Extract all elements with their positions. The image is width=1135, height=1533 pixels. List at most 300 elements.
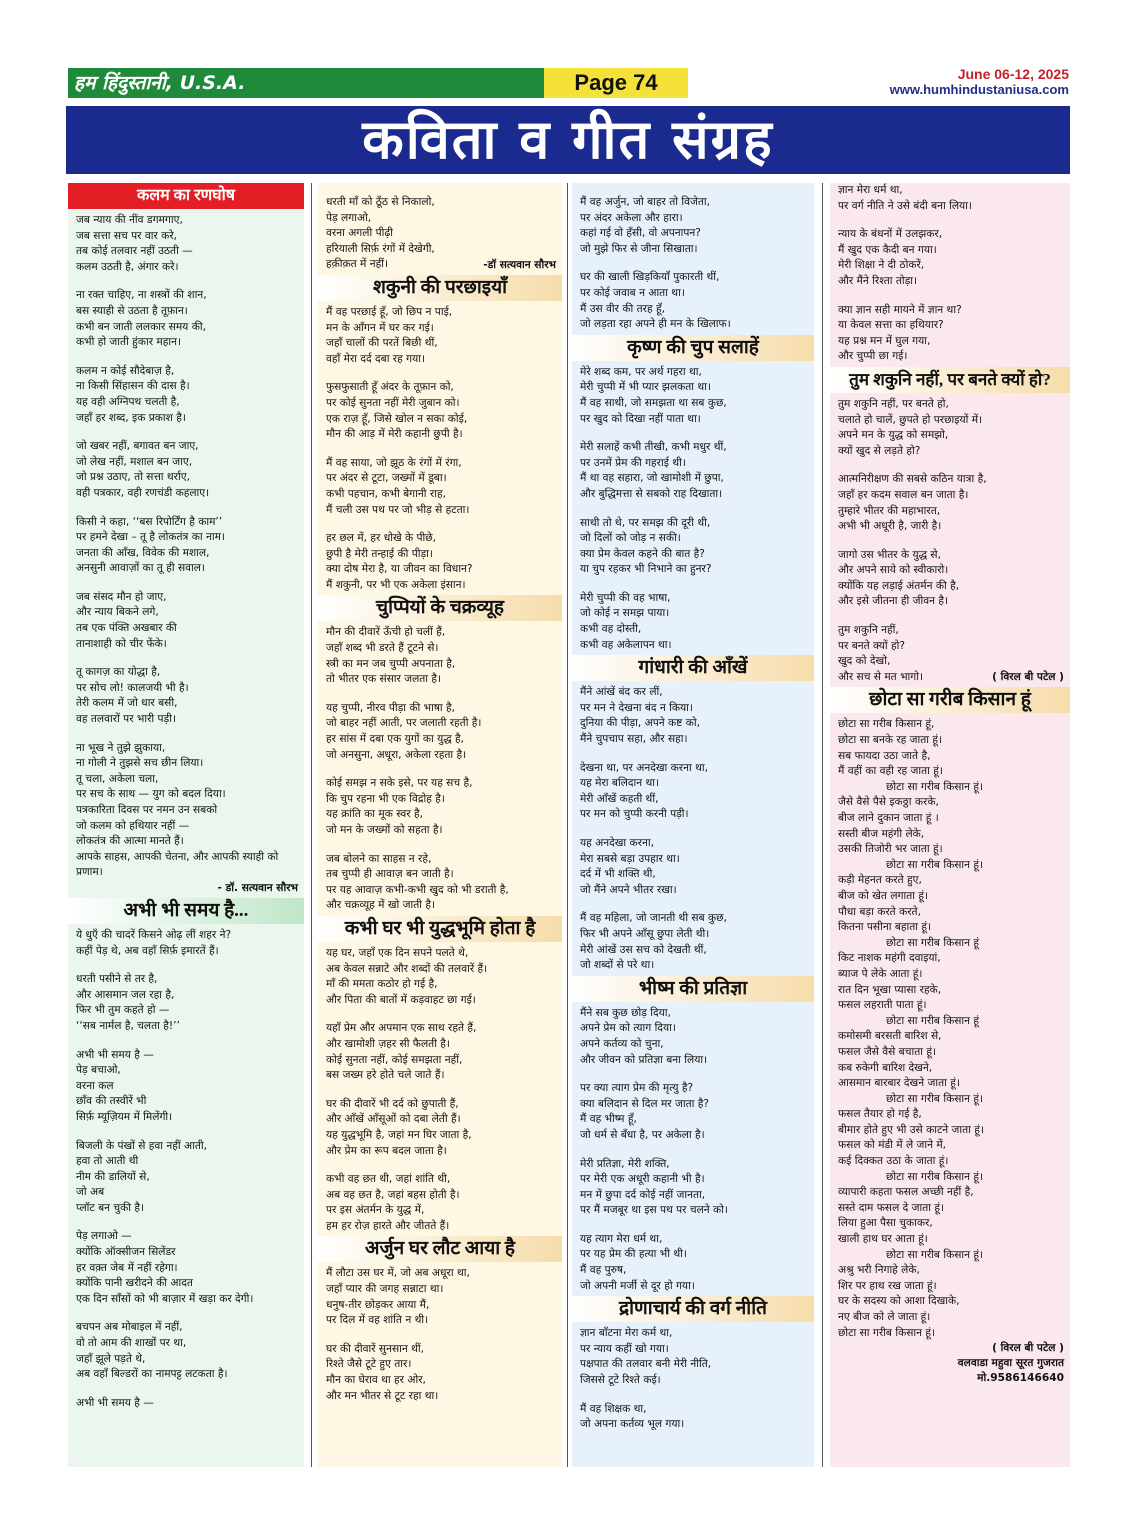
stanza — [326, 852, 554, 914]
stanza — [326, 625, 554, 687]
poem-line: माँ की ममता कठोर हो गई है, — [326, 978, 438, 991]
poem-body — [572, 1006, 814, 1295]
column-divider — [567, 183, 568, 1467]
poem-line: किट नाशक महंगी दवाइयां, — [838, 952, 941, 965]
poem-line: सब फायदा उठा जाते है, — [838, 749, 931, 762]
poem-line: या केवल सत्ता का हथियार? — [838, 319, 944, 332]
poem-line: मौन की आड़ में मेरी कहानी छुपी है। — [326, 428, 463, 441]
poem-line: जहाँ हर शब्द, इक प्रकाश है। — [76, 411, 186, 424]
poem-line: फिर भी तुम कहते हो — — [76, 1004, 170, 1017]
poem-line: पर मेरी एक अधूरी कहानी भी है। — [580, 1173, 705, 1186]
poem-line: फसल को मंडी में ले जाने में, — [838, 1139, 947, 1152]
poem-line: नीम की डालियों से, — [76, 1170, 150, 1183]
author-phone: मो.9586146640 — [977, 1372, 1064, 1385]
poem-body — [318, 305, 562, 594]
poem-line: जो मन के जख्मों को सहता है। — [326, 824, 443, 836]
poem-line: जैसे वैसे पैसे इकठ्ठा करके, — [838, 796, 939, 809]
poem-line: किसी ने कहा, ‘‘बस रिपोर्टिंग है काम’’ — [76, 515, 223, 528]
poem-title: कभी घर भी युद्धभूमि होता है — [318, 916, 562, 942]
poem-title: चुप्पियों के चक्रव्यूह — [318, 595, 562, 621]
poem-line: जो कलम को हथियार नहीं — — [76, 819, 190, 832]
stanza — [76, 213, 296, 275]
poem-line: पर कोई सुनता नहीं मेरी जुबान को। — [326, 396, 460, 409]
publication-name: हम हिंदुस्तानी, U.S.A. — [74, 72, 246, 94]
poem-line: कलम न कोई सौदेबाज़ है, — [76, 364, 175, 377]
poem-line: मैंने चुपचाप सहा, और सहा। — [580, 733, 688, 746]
stanza — [838, 1107, 1062, 1169]
stanza — [838, 795, 1062, 857]
poem-body — [318, 946, 562, 1235]
poem-line: देखना था, पर अनदेखा करना था, — [580, 761, 708, 774]
stanza — [326, 1021, 554, 1083]
poem-line: जहाँ झूले पड़ते थे, — [76, 1352, 146, 1365]
poem-line: ब्याज पे लेके आता हूं। — [838, 967, 923, 980]
stanza — [838, 873, 1062, 935]
poem-line: बिजली के पंखों से हवा नहीं आती, — [76, 1139, 207, 1152]
poem-line: उसकी तिजोरी भर जाता हूं। — [838, 843, 943, 856]
stanza — [76, 665, 296, 727]
poem-line: मेरी आंखें उस सच को देखती थीं, — [580, 943, 707, 956]
poem-line: आसमान बारबार देखने जाता हूं। — [838, 1077, 960, 1090]
poem-line: जो मुझे फिर से जीना सिखाता। — [580, 242, 698, 255]
stanza — [580, 1157, 806, 1219]
poem-line: मैं वहीं का वही रह जाता हूं। — [838, 765, 943, 778]
stanza — [580, 761, 806, 823]
poem-line: जागो उस भीतर के युद्ध से, — [838, 548, 941, 561]
poem-line: क्योंकि पानी खरीदने की आदत — [76, 1277, 193, 1290]
poem-line: अपने मन के युद्ध को समझो, — [838, 429, 949, 442]
poem-line: मन में छुपा दर्द कोई नहीं जानता, — [580, 1188, 706, 1201]
poem-line: हर वक़्त जेब में नहीं रहेगा। — [76, 1261, 178, 1274]
poem-line: मैं चली उस पथ पर जो भीड़ से हटता। — [326, 503, 470, 516]
stanza — [76, 928, 296, 959]
column-1 — [68, 183, 304, 1467]
stanza — [326, 776, 554, 838]
poem-line: कभी वह छत थी, जहां शांति थी, — [326, 1173, 451, 1186]
poem-line: और सच से मत भागो। — [838, 670, 923, 683]
poem-line: तो भीतर एक संसार जलता है। — [326, 673, 442, 686]
stanza — [838, 1263, 1062, 1341]
column-2 — [318, 183, 562, 1467]
poem-line: अभी भी अधूरी है, जारी है। — [838, 520, 942, 533]
poem-line: फसल जैसे वैसे बचाता हूं। — [838, 1045, 936, 1058]
poem-line: तानाशाही को चीर फेंके। — [76, 637, 167, 650]
website-link[interactable]: www.humhindustaniusa.com — [889, 82, 1069, 97]
stanza — [580, 270, 806, 332]
poem-body — [572, 195, 814, 333]
poem-line: और पिता की बातों में कड़वाहट छा गई। — [326, 993, 476, 1006]
refrain-line: छोटा सा गरीब किसान हूं। — [886, 1248, 984, 1261]
poem-line: कलम उठती है, अंगार करे। — [76, 260, 179, 273]
stanza — [580, 440, 806, 502]
poem-line: दुनिया की पीड़ा, अपने कष्ट को, — [580, 717, 700, 730]
poem-line: ज्ञान मेरा धर्म था, — [838, 184, 903, 196]
poem-line: नए बीज को ले जाता हूं। — [838, 1311, 931, 1323]
poem-line: ये धुएँ की चादरें किसने ओढ़ लीं शहर ने? — [76, 928, 232, 941]
poem-line: मन के आँगन में घर कर गई। — [326, 321, 434, 334]
stanza — [326, 1342, 554, 1404]
issue-date: June 06-12, 2025 — [957, 66, 1069, 82]
refrain-line: छोटा सा गरीब किसान हूं। — [886, 780, 984, 793]
stanza — [326, 380, 554, 442]
poem-line: फसल लहराती पाता हूं। — [838, 999, 927, 1012]
poem-line: मैं वह महिला, जो जानती थी सब कुछ, — [580, 912, 727, 925]
stanza — [76, 972, 296, 1034]
poem-line: यह चुप्पी, नीरव पीड़ा की भाषा है, — [326, 701, 456, 714]
poem-line: व्यापारी कहता फसल अच्छी नहीं है, — [838, 1186, 974, 1199]
poem-line: जो शब्दों से परे था। — [580, 959, 655, 972]
poem-line: छुपी है मेरी तन्हाई की पीड़ा। — [326, 547, 433, 560]
poem-line: पर मन ने देखना बंद न किया। — [580, 701, 693, 714]
poem-line: जब न्याय की नींव डगमगाए, — [76, 214, 183, 226]
poem-line: मैं वह परछाई हूँ, जो छिप न पाई, — [326, 305, 453, 318]
poem-line: छाँव की तस्वीरें भी — [76, 1095, 147, 1108]
stanza — [580, 195, 806, 257]
poem-line: पर सच के साथ — युग को बदल दिया। — [76, 788, 226, 801]
stanza — [76, 364, 296, 426]
poem-line: मैं वह साथी, जो समझता था सब कुछ, — [580, 396, 727, 409]
poem-line: और अपने साये को स्वीकारो। — [838, 564, 949, 577]
poem-line: एक राज़ हूँ, जिसे खोल न सका कोई, — [326, 412, 468, 425]
poem-line: तब कोई तलवार नहीं उठती — — [76, 245, 193, 258]
poem-title: भीष्म की प्रतिज्ञा — [572, 976, 814, 1002]
poem-line: साथी तो थे, पर समझ की दूरी थी, — [580, 516, 711, 529]
poem-line: जो अपनी मर्जी से दूर हो गया। — [580, 1279, 695, 1292]
poem-line: जो कोई न समझ पाया। — [580, 607, 670, 620]
poem-line: क्योंकि यह लड़ाई अंतर्मन की है, — [838, 579, 960, 592]
poem-line: दर्द में भी शक्ति थी, — [580, 868, 656, 881]
poem-line: सस्ते दाम फसल दे जाता हूं। — [838, 1201, 945, 1214]
poem-line: अब केवल सन्नाटे और शब्दों की तलवारें हैं। — [326, 962, 488, 975]
poem-line: जो बाहर नहीं आती, पर जलाती रहती है। — [326, 717, 482, 730]
poem-line: तुम्हारे भीतर की महाभारत, — [838, 504, 941, 517]
refrain-line: छोटा सा गरीब किसान हूं। — [886, 1092, 984, 1105]
poem-line: पर क्या त्याग प्रेम की मृत्यु है? — [580, 1082, 694, 1095]
poem-line: बस जख्म हरे होते चले जाते हैं। — [326, 1069, 445, 1082]
poem-line: जो अनसुना, अधूरा, अकेला रहता है। — [326, 748, 467, 761]
poem-line: बचपन अब मोबाइल में नहीं, — [76, 1321, 183, 1334]
poem-line: मैं लौटा उस घर में, जो अब अधूरा था, — [326, 1267, 470, 1280]
poem-line: पर अंदर से टूटा, जख्मों में डूबा। — [326, 472, 447, 485]
poem-line: मैं वह अर्जुन, जो बाहर तो विजेता, — [580, 196, 711, 208]
poem-line: पक्षपात की तलवार बनी मेरी नीति, — [580, 1358, 712, 1371]
poem-line: मेरी सलाहें कभी तीखी, कभी मधुर थीं, — [580, 441, 727, 454]
poem-line: प्लॉट बन चुकी है। — [76, 1201, 144, 1214]
stanza — [580, 685, 806, 747]
poem-body — [318, 625, 562, 914]
poem-line: और खामोशी ज़हर सी फैलती है। — [326, 1037, 450, 1050]
poem-line: यह वही अग्निपथ चलती है, — [76, 395, 180, 408]
poem-line: आपके साहस, आपकी चेतना, और आपकी स्याही को — [76, 850, 279, 863]
poem-line: पर अंदर अकेला और हारा। — [580, 211, 683, 224]
poem-line: जहाँ प्यार की जगह सन्नाटा था। — [326, 1283, 444, 1296]
poem-line: मेरी आँखें कहती थीं, — [580, 792, 659, 805]
stanza — [838, 1029, 1062, 1091]
stanza — [838, 717, 1062, 779]
poem-line: बीज लाने दुकान जाता हूं । — [838, 812, 939, 824]
poem-line: यह घर, जहाँ एक दिन सपने पलते थे, — [326, 946, 469, 959]
poem-line: और आसमान जल रहा है, — [76, 988, 175, 1001]
poem-line: कहीं पेड़ थे, अब वहाँ सिर्फ़ इमारतें हैं। — [76, 944, 219, 957]
poem-author: - डॉ. सत्यवान सौरभ — [217, 881, 298, 894]
poem-line: पर इस अंतर्मन के युद्ध में, — [326, 1204, 425, 1217]
poem-body — [318, 1266, 562, 1404]
stanza — [580, 911, 806, 973]
poem-line: मेरे शब्द कम, पर अर्थ गहरा था, — [580, 365, 702, 378]
poem-line: ना भूख ने तुझे झुकाया, — [76, 741, 166, 754]
poem-line: अश्रु भरी निगाहे लेके, — [838, 1264, 920, 1277]
poem-line: क्या ज्ञान सही मायने में ज्ञान था? — [838, 303, 962, 316]
stanza — [580, 1402, 806, 1433]
refrain-line: छोटा सा गरीब किसान हूं — [886, 1014, 980, 1027]
poem-line: जो प्रश्न उठाए, तो सत्ता थर्राए, — [76, 471, 190, 484]
poem-line: और मैंने रिश्ता तोड़ा। — [838, 274, 918, 287]
poem-body — [572, 1326, 814, 1433]
stanza — [326, 946, 554, 1008]
poem-line: जब बोलने का साहस न रहे, — [326, 852, 432, 865]
poem-body — [68, 213, 304, 881]
poem-line: पर बनते क्यों हो? — [838, 639, 905, 652]
poem-line: ना गोली ने तुझसे सच छीन लिया। — [76, 757, 204, 770]
poem-line: सिर्फ़ म्यूज़ियम में मिलेंगी। — [76, 1110, 173, 1123]
poem-line: पर सोच लो! कालजयी भी है। — [76, 681, 189, 694]
stanza — [838, 472, 1062, 534]
poem-line: तब चुप्पी ही आवाज़ बन जाती है। — [326, 868, 454, 881]
poem-line: मैंने आंखें बंद कर लीं, — [580, 686, 663, 699]
refrain-line: छोटा सा गरीब किसान हूं। — [886, 858, 984, 871]
poem-line: यह युद्धभूमि है, जहां मन घिर जाता है, — [326, 1128, 472, 1141]
poem-line: सस्ती बीज महंगी लेके, — [838, 827, 925, 840]
stanza — [326, 1266, 554, 1328]
poem-line: मैं वह भीष्म हूँ, — [580, 1113, 637, 1126]
poem-line: पर यह आवाज़ कभी-कभी खुद को भी डराती है, — [326, 883, 509, 896]
poem-line: छोटा सा गरीब किसान हूं। — [838, 1326, 936, 1339]
poem-line: कड़ी मेहनत करते हुए, — [838, 874, 922, 887]
stanza — [76, 741, 296, 881]
poem-line: मौन की दीवारें ऊँची हो चलीं हैं, — [326, 626, 446, 639]
poem-line: और आँखें आँसूओं को दबा लेती हैं। — [326, 1113, 461, 1126]
poem-line: धरती पसीने से तर है, — [76, 973, 158, 986]
poem-line: मैं वह पुरुष, — [580, 1264, 627, 1277]
stanza — [580, 1006, 806, 1068]
poem-line: खाली हाथ घर आता हूं। — [838, 1233, 928, 1246]
stanza — [326, 701, 554, 763]
poem-line: छोटा सा बनके रह जाता हूं। — [838, 734, 943, 747]
poem-line: जनता की आँख, विवेक की मशाल, — [76, 546, 210, 559]
poem-line: जो खबर नहीं, बगावत बन जाए, — [76, 440, 199, 453]
poem-line: रिश्ते जैसे टूटे हुए तार। — [326, 1358, 412, 1371]
poem-line: बीमार होते हुए भी उसे काटने जाता हूं। — [838, 1123, 984, 1136]
poem-line: वो तो आम की शाखों पर था, — [76, 1337, 187, 1350]
section-banner: कविता व गीत संग्रह — [66, 106, 1070, 174]
poem-line: पर मन को चुप्पी करनी पड़ी। — [580, 808, 689, 821]
poem-line: मेरी चुप्पी की वह भाषा, — [580, 591, 671, 604]
stanza — [326, 531, 554, 593]
poem-line: तू चला, अकेला चला, — [76, 772, 159, 785]
stanza — [76, 1139, 296, 1217]
poem-title: कलम का रणघोष — [68, 183, 304, 209]
stanza — [326, 1097, 554, 1159]
poem-line: यह क्रांति का मूक स्वर है, — [326, 808, 423, 821]
stanza — [326, 456, 554, 518]
poem-line: जो लड़ता रहा अपने ही मन के खिलाफ। — [580, 318, 731, 331]
poem-line: मैं वह शिक्षक था, — [580, 1402, 647, 1415]
poem-line: जहाँ शब्द भी डरते हैं टूटने से। — [326, 642, 439, 655]
poem-line: पर दिल में वह शांति न थी। — [326, 1314, 429, 1327]
poem-line: कई दिक्कत उठा के जाता हूं। — [838, 1155, 949, 1168]
poem-line: जिससे टूटे रिश्ते कई। — [580, 1374, 661, 1387]
poem-line: अब वहाँ बिल्डरों का नामपट्ट लटकता है। — [76, 1368, 228, 1381]
poem-line: पर वर्ग नीति ने उसे बंदी बना लिया। — [838, 199, 972, 212]
poem-body — [830, 717, 1070, 1341]
poem-line: चलाते हो चालें, छुपते हो परछाइयों में। — [838, 413, 983, 426]
poem-line: कोई सुनता नहीं, कोई समझता नहीं, — [326, 1053, 463, 1066]
poem-line: अपने प्रेम को त्याग दिया। — [580, 1022, 676, 1035]
poem-line: जो अपना कर्तव्य भूल गया। — [580, 1418, 685, 1431]
poem-line: कि चुप रहना भी एक विद्रोह है। — [326, 792, 445, 805]
poem-line: घर की खाली खिड़कियाँ पुकारती थीं, — [580, 271, 720, 284]
poem-body — [572, 685, 814, 974]
stanza — [580, 836, 806, 898]
poem-line: फिर भी अपने आँसू छुपा लेती थी। — [580, 927, 710, 940]
stanza — [580, 365, 806, 427]
poem-line: मेरा सबसे बड़ा उपहार था। — [580, 852, 680, 865]
poem-author: ( विरल बी पटेल ) — [992, 671, 1064, 684]
poem-line: मेरी शिक्षा ने दी ठोकरें, — [838, 259, 925, 272]
masthead-bar — [68, 68, 574, 98]
poem-line: न्याय के बंधनों में उलझकर, — [838, 228, 943, 241]
poem-line: वहाँ मेरा दर्द दबा रह गया। — [326, 352, 426, 365]
poem-line: पत्रकारिता दिवस पर नमन उन सबको — [76, 804, 218, 816]
poem-line: पर न्याय कहीं खो गया। — [580, 1342, 669, 1355]
poem-body — [68, 928, 304, 1411]
stanza — [838, 951, 1062, 1013]
stanza — [76, 515, 296, 577]
poem-line: और बुद्धिमत्ता से सबको राह दिखाता। — [580, 487, 723, 500]
stanza — [580, 1081, 806, 1143]
poem-line: अभी भी समय है — — [76, 1048, 154, 1061]
poem-line: तुम शकुनि नहीं, — [838, 624, 899, 637]
poem-line: हम हर रोज़ हारते और जीतते हैं। — [326, 1219, 450, 1232]
poem-line: तुम शकुनि नहीं, पर बनते हो, — [838, 397, 949, 410]
poem-line: यह त्याग मेरा धर्म था, — [580, 1232, 663, 1245]
poem-line: कब रुकेगी बारिश देखने, — [838, 1061, 933, 1074]
poem-line: कितना पसीना बहाता हूं। — [838, 921, 932, 934]
poem-line: प्रणाम। — [76, 866, 103, 879]
poem-line: पर हमने देखा – तू है लोकतंत्र का नाम। — [76, 531, 225, 544]
poem-line: और चक्रव्यूह में खो जाती है। — [326, 899, 436, 912]
poem-line: एक दिन साँसों को भी बाज़ार में खड़ा कर देगी। — [76, 1292, 254, 1305]
poem-body — [830, 397, 1070, 686]
poem-line: और प्रेम का रूप बदल जाता है। — [326, 1144, 447, 1157]
poem-line: घर के सदस्य को आशा दिखाके, — [838, 1295, 960, 1308]
poem-line: हर सांस में दबा एक युगों का युद्ध है, — [326, 733, 465, 746]
poem-line: तेरी कलम में जो धार बसी, — [76, 697, 178, 710]
refrain-line: छोटा सा गरीब किसान हूं। — [886, 1170, 984, 1183]
poem-title: अभी भी समय है... — [68, 898, 304, 924]
poem-title: अर्जुन घर लौट आया है — [318, 1236, 562, 1262]
poem-line: क्यों खुद से लड़ते हो? — [838, 444, 921, 457]
stanza — [838, 303, 1062, 365]
poem-line: तब एक पंक्ति अखबार की — [76, 622, 177, 635]
poem-line: और मन भीतर से टूट रहा था। — [326, 1389, 439, 1402]
poem-title: शकुनी की परछाइयाँ — [318, 275, 562, 301]
poem-line: कभी वह दोस्ती, — [580, 623, 642, 636]
poem-title: छोटा सा गरीब किसान हूं — [830, 687, 1070, 713]
column-3 — [572, 183, 814, 1467]
poem-line: क्या बलिदान से दिल मर जाता है? — [580, 1097, 709, 1110]
stanza — [76, 288, 296, 350]
poem-line: फसल तैयार हो गई है, — [838, 1108, 922, 1121]
poem-line: मैं शकुनी, पर भी एक अकेला इंसान। — [326, 578, 466, 591]
poem-line: कभी पहचान, कभी बेगानी राह, — [326, 487, 446, 500]
poem-line: कोई समझ न सके इसे, पर यह सच है, — [326, 777, 473, 790]
poem-line: पौधा बड़ा करते करते, — [838, 905, 921, 918]
stanza — [838, 548, 1062, 610]
poem-line: जो मैंने अपने भीतर रखा। — [580, 883, 677, 896]
poem-line: कभी बन जाती ललकार समय की, — [76, 320, 206, 333]
stanza — [580, 516, 806, 578]
poem-line: यह प्रश्न मन में घुल गया, — [838, 334, 931, 347]
poem-line: धनुष-तीर छोड़कर आया मैं, — [326, 1298, 430, 1311]
poem-line: ‘‘सब नार्मल है, चलता है!’’ — [76, 1019, 180, 1032]
poem-line: शिर पर हाथ रख जाता हूं। — [838, 1279, 937, 1292]
poem-line: यह मेरा बलिदान था। — [580, 777, 660, 790]
poem-title: कृष्ण की चुप सलाहें — [572, 335, 814, 361]
poem-line: ज्ञान बाँटना मेरा कर्म था, — [580, 1327, 673, 1340]
poem-line: पर उनमें प्रेम की गहराई थी। — [580, 456, 686, 469]
stanza — [838, 1185, 1062, 1247]
stanza — [76, 590, 296, 652]
poem-body — [830, 183, 1070, 365]
poem-title: गांधारी की आँखें — [572, 655, 814, 681]
poem-line: मैं वह साया, जो झूठ के रंगों में रंगा, — [326, 456, 462, 469]
poem-line: और न्याय बिकने लगे, — [76, 606, 159, 619]
poem-line: जहाँ हर कदम सवाल बन जाता है। — [838, 488, 969, 501]
poem-line: जो दिलों को जोड़ न सकी। — [580, 532, 681, 545]
poem-line: लिया हुआ पैसा चुकाकर, — [838, 1217, 933, 1230]
column-4 — [830, 183, 1070, 1467]
poem-line: अभी भी समय है — — [76, 1396, 154, 1409]
poem-line: मेरी चुप्पी में भी प्यार झलकता था। — [580, 381, 711, 394]
stanza — [838, 183, 1062, 214]
poem-line: ना रक्त चाहिए, ना शस्त्रों की शान, — [76, 289, 207, 302]
poem-line: जहाँ चालों की परतें बिछी थीं, — [326, 337, 438, 350]
poem-line: तू कागज़ का योद्धा है, — [76, 666, 161, 679]
stanza — [76, 439, 296, 501]
poem-line: यहाँ प्रेम और अपमान एक साथ रहते हैं, — [326, 1022, 477, 1035]
poem-line: वह तलवारों पर भारी पड़ी। — [76, 713, 176, 726]
poem-line: मैं था वह सहारा, जो खामोशी में छुपा, — [580, 472, 724, 485]
column-divider — [822, 183, 823, 1467]
poem-line: मौन का घेराव था हर ओर, — [326, 1374, 426, 1387]
poem-line: क्योंकि ऑक्सीजन सिलेंडर — [76, 1246, 176, 1259]
poem-line: जो धर्म से बँधा है, पर अकेला है। — [580, 1128, 705, 1141]
poem-line: कभी हो जाती हुंकार महान। — [76, 336, 181, 349]
stanza — [76, 1320, 296, 1382]
poem-line: जो अब — [76, 1186, 105, 1199]
stanza — [326, 1172, 554, 1234]
poem-line: मैं खुद एक कैदी बन गया। — [838, 243, 937, 256]
refrain-line: छोटा सा गरीब किसान हूं — [886, 936, 980, 949]
poem-line: जब सत्ता सच पर वार करे, — [76, 229, 178, 242]
stanza — [580, 1232, 806, 1294]
poem-line: घर की दीवारें भी दर्द को छुपाती हैं, — [326, 1097, 459, 1110]
poem-line: फुसफुसाती हूँ अंदर के तूफ़ान को, — [326, 381, 454, 394]
poem-line: आत्मनिरीक्षण की सबसे कठिन यात्रा है, — [838, 473, 987, 486]
stanza — [76, 1048, 296, 1126]
poem-line: पेड़ लगाओ, — [326, 211, 372, 224]
